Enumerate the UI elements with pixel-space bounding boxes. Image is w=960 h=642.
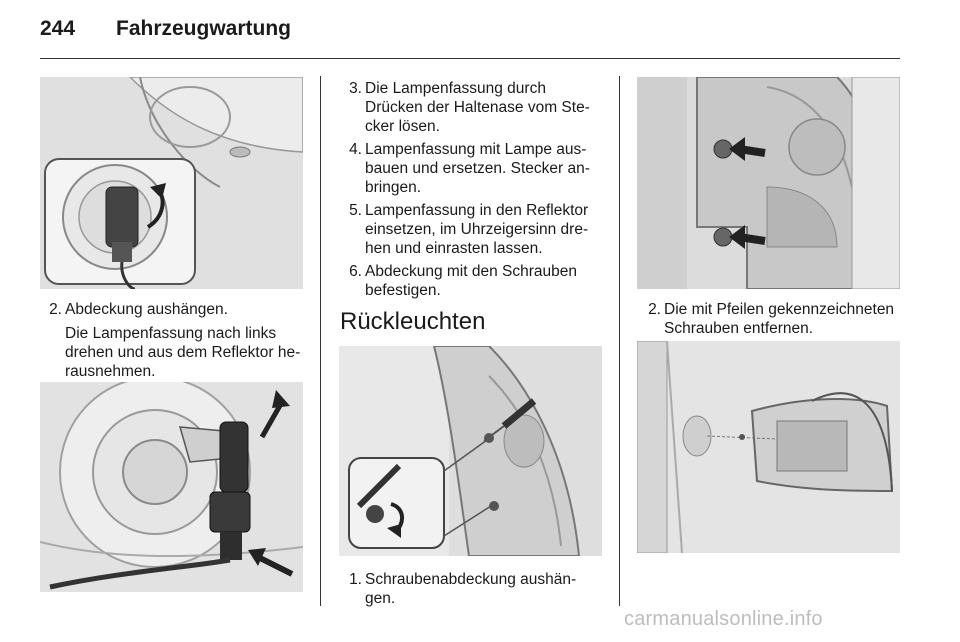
step-number: 2. xyxy=(49,301,62,318)
step-line: Lampenfassung mit Lampe aus- xyxy=(365,141,587,158)
step-line: Schraubenabdeckung aushän- xyxy=(365,571,577,588)
step-2-right xyxy=(639,300,909,340)
step-text xyxy=(365,262,577,300)
note-line: drehen und aus dem Reflektor he- xyxy=(65,344,301,361)
step-number: 2. xyxy=(648,301,661,318)
illustration-screw-cover xyxy=(339,346,602,556)
step-line: Abdeckung mit den Schrauben xyxy=(365,263,577,280)
step-text xyxy=(664,300,894,338)
step-line: Drücken der Haltenase vom Ste- xyxy=(365,99,590,116)
step-text xyxy=(365,79,590,136)
step-number: 6. xyxy=(349,263,362,280)
step-text xyxy=(365,570,576,608)
step-line: Die Lampenfassung durch xyxy=(365,80,546,97)
illustration-lamp-socket xyxy=(40,382,303,592)
step-line: bringen. xyxy=(365,179,422,196)
step-2-note xyxy=(65,324,315,381)
step-line: Schrauben entfernen. xyxy=(664,320,814,337)
step-4 xyxy=(340,140,610,200)
step-number: 5. xyxy=(349,202,362,219)
note-line: rausnehmen. xyxy=(65,363,156,380)
step-line: befestigen. xyxy=(365,282,441,299)
step-line: bauen und ersetzen. Stecker an- xyxy=(365,160,590,177)
step-line: gen. xyxy=(365,590,396,607)
illustration-headlight-cover xyxy=(40,77,303,289)
step-2-left xyxy=(40,300,310,322)
page-number: 244 xyxy=(40,17,76,40)
step-5 xyxy=(340,201,610,261)
step-line: einsetzen, im Uhrzeigersinn dre- xyxy=(365,221,589,238)
step-number: 3. xyxy=(349,80,362,97)
step-line: cker lösen. xyxy=(365,118,440,135)
step-6 xyxy=(340,262,610,302)
step-text xyxy=(365,201,588,258)
column-divider-left xyxy=(320,76,321,606)
header-divider xyxy=(40,58,900,59)
step-number: 4. xyxy=(349,141,362,158)
step-line: Lampenfassung in den Reflektor xyxy=(365,202,589,219)
step-text: Abdeckung aushängen. xyxy=(65,301,228,318)
watermark: carmanualsonline.info xyxy=(624,608,823,630)
illustration-tail-light-removed xyxy=(637,341,900,553)
section-heading: Rückleuchten xyxy=(340,308,486,335)
column-divider-right xyxy=(619,76,620,606)
step-3 xyxy=(340,79,610,139)
step-text xyxy=(365,140,590,197)
note-line: Die Lampenfassung nach links xyxy=(65,325,277,342)
step-line: Die mit Pfeilen gekennzeichneten xyxy=(664,301,895,318)
step-line: hen und einrasten lassen. xyxy=(365,240,543,257)
step-1 xyxy=(340,570,610,610)
step-number: 1. xyxy=(349,571,362,588)
chapter-title: Fahrzeugwartung xyxy=(116,17,292,40)
illustration-tail-light-screws xyxy=(637,77,900,289)
